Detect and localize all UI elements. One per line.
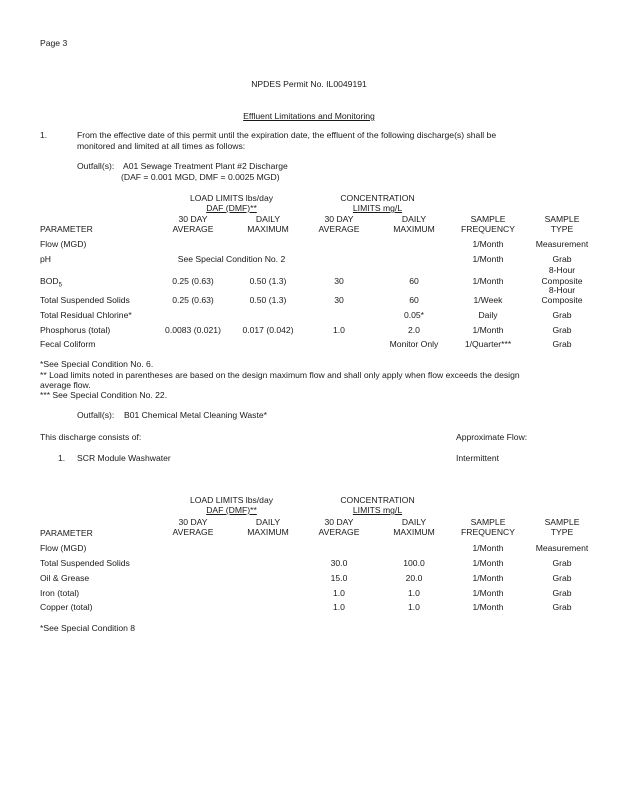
col-head-load-avg-2: AVERAGE xyxy=(172,527,214,537)
table-row xyxy=(0,339,618,353)
frequency-cell: 1/Month xyxy=(472,325,504,335)
table-row xyxy=(0,276,618,290)
parameter-cell: Total Suspended Solids xyxy=(40,558,130,568)
parameter-cell: pH xyxy=(40,254,51,264)
sample-type-cell: Grab xyxy=(552,588,572,598)
parameter-cell: Total Suspended Solids xyxy=(40,295,130,305)
conc-avg-cell: 1.0 xyxy=(333,588,345,598)
parameter-cell: Fecal Coliform xyxy=(40,339,96,349)
col-head-load-max-1: DAILY xyxy=(255,517,281,527)
frequency-cell: 1/Month xyxy=(472,239,504,249)
load-limits-subheader: DAF (DMF)** xyxy=(206,203,257,213)
col-head-conc-avg-2: AVERAGE xyxy=(318,224,360,234)
conc-avg-cell: 30 xyxy=(334,295,344,305)
col-head-conc-max-1: DAILY xyxy=(401,517,427,527)
item-number: 1. xyxy=(40,130,48,140)
load-max-cell: 0.017 (0.042) xyxy=(242,325,294,335)
conc-avg-cell: 1.0 xyxy=(333,325,345,335)
conc-avg-cell: 15.0 xyxy=(330,573,348,583)
frequency-cell: 1/Month xyxy=(472,588,504,598)
col-head-type-1: SAMPLE xyxy=(544,517,580,527)
load-max-cell: 0.50 (1.3) xyxy=(249,276,287,286)
col-head-load-max-2: MAXIMUM xyxy=(247,224,289,234)
col-head-type-2: TYPE xyxy=(550,527,574,537)
sample-type-cell: Grab xyxy=(552,558,572,568)
parameter-cell: Flow (MGD) xyxy=(40,543,87,553)
conc-max-cell: 1.0 xyxy=(408,602,420,612)
col-head-parameter: PARAMETER xyxy=(40,528,93,538)
col-head-conc-max-2: MAXIMUM xyxy=(393,527,435,537)
frequency-cell: 1/Month xyxy=(472,602,504,612)
col-head-freq-2: FREQUENCY xyxy=(461,527,515,537)
conc-max-cell: Monitor Only xyxy=(389,339,439,349)
load-max-cell: 0.50 (1.3) xyxy=(249,295,287,305)
table-row xyxy=(0,588,618,602)
table-row xyxy=(0,573,618,587)
frequency-cell: 1/Month xyxy=(472,573,504,583)
col-head-freq-1: SAMPLE xyxy=(470,214,506,224)
sample-type-cell-line-1: 8-Hour xyxy=(548,265,576,275)
outfall-1-flow: (DAF = 0.001 MGD, DMF = 0.0025 MGD) xyxy=(121,172,280,182)
concentration-subheader: LIMITS mg/L xyxy=(352,505,403,515)
conc-max-cell: 100.0 xyxy=(403,558,425,568)
footnote-2-line-2: average flow. xyxy=(40,380,91,390)
footnote-2-line-1: ** Load limits noted in parentheses are based on the design maximum flow and shall only apply when flow exceeds the design xyxy=(40,370,520,380)
col-head-conc-avg-1: 30 DAY xyxy=(324,517,354,527)
table-row xyxy=(0,254,618,268)
load-limits-subheader: DAF (DMF)** xyxy=(206,505,257,515)
permit-title: NPDES Permit No. IL0049191 xyxy=(251,79,367,89)
special-condition-cell: See Special Condition No. 2 xyxy=(177,254,286,264)
frequency-cell: 1/Month xyxy=(472,254,504,264)
col-head-conc-avg-1: 30 DAY xyxy=(324,214,354,224)
sample-type-cell: Grab xyxy=(552,602,572,612)
sample-type-cell: Grab xyxy=(552,325,572,335)
conc-avg-cell: 30.0 xyxy=(330,558,348,568)
conc-max-cell: 60 xyxy=(409,276,419,286)
sub-item-flow: Intermittent xyxy=(456,453,499,463)
col-head-freq-2: FREQUENCY xyxy=(461,224,515,234)
col-head-load-avg-1: 30 DAY xyxy=(178,214,208,224)
conc-max-cell: 2.0 xyxy=(408,325,420,335)
parameter-cell: Iron (total) xyxy=(40,588,80,598)
col-head-conc-max-2: MAXIMUM xyxy=(393,224,435,234)
parameter-cell: Flow (MGD) xyxy=(40,239,87,249)
sample-type-cell: Grab xyxy=(552,573,572,583)
col-head-conc-max-1: DAILY xyxy=(401,214,427,224)
parameter-cell: Oil & Grease xyxy=(40,573,90,583)
parameter-subscript: 5 xyxy=(58,282,62,289)
parameter-name: BOD xyxy=(40,276,59,286)
sub-item-number: 1. xyxy=(58,453,66,463)
col-head-conc-avg-2: AVERAGE xyxy=(318,527,360,537)
footnote-1: *See Special Condition No. 6. xyxy=(40,359,154,369)
frequency-cell: 1/Month xyxy=(472,543,504,553)
conc-avg-cell: 30 xyxy=(334,276,344,286)
sample-type-cell: Measurement xyxy=(535,239,589,249)
sample-type-cell: Grab xyxy=(552,339,572,349)
load-avg-cell: 0.25 (0.63) xyxy=(172,295,214,305)
load-avg-cell: 0.0083 (0.021) xyxy=(165,325,221,335)
outfall-2-name: B01 Chemical Metal Cleaning Waste* xyxy=(124,410,267,420)
frequency-cell: 1/Month xyxy=(472,276,504,286)
col-head-load-max-2: MAXIMUM xyxy=(247,527,289,537)
concentration-header: CONCENTRATION xyxy=(340,495,415,505)
table-row xyxy=(0,295,618,309)
table-row xyxy=(0,543,618,557)
table-row xyxy=(0,239,618,253)
load-avg-cell: 0.25 (0.63) xyxy=(172,276,214,286)
conc-max-cell: 20.0 xyxy=(405,573,423,583)
sample-type-cell: Grab xyxy=(552,310,572,320)
col-head-type-2: TYPE xyxy=(550,224,574,234)
frequency-cell: 1/Month xyxy=(472,558,504,568)
frequency-cell: Daily xyxy=(478,310,498,320)
consists-label: This discharge consists of: xyxy=(40,432,142,442)
table-row xyxy=(0,310,618,324)
table-row xyxy=(0,325,618,339)
conc-max-cell: 1.0 xyxy=(408,588,420,598)
sample-type-cell-line-1: 8-Hour xyxy=(548,285,576,295)
intro-line-1: From the effective date of this permit until the expiration date, the effluent of the following discharge(s) shall be xyxy=(77,130,497,140)
table-row xyxy=(0,558,618,572)
col-head-type-1: SAMPLE xyxy=(544,214,580,224)
load-limits-header: LOAD LIMITS lbs/day xyxy=(189,495,274,505)
footnote-4: *See Special Condition 8 xyxy=(40,623,136,633)
outfall-2-label: Outfall(s): xyxy=(77,410,115,420)
page-label: Page 3 xyxy=(40,38,68,48)
load-limits-header: LOAD LIMITS lbs/day xyxy=(189,193,274,203)
approx-flow-label: Approximate Flow: xyxy=(456,432,528,442)
conc-max-cell: 60 xyxy=(409,295,419,305)
conc-max-cell: 0.05* xyxy=(403,310,425,320)
frequency-cell: 1/Week xyxy=(473,295,503,305)
table-row xyxy=(0,602,618,616)
frequency-cell: 1/Quarter*** xyxy=(464,339,512,349)
sample-type-cell-line-2: Composite xyxy=(541,276,583,286)
parameter-cell: Total Residual Chlorine* xyxy=(40,310,132,320)
sample-type-cell: Grab xyxy=(552,254,572,264)
sample-type-cell: Measurement xyxy=(535,543,589,553)
section-title: Effluent Limitations and Monitoring xyxy=(243,111,375,121)
concentration-subheader: LIMITS mg/L xyxy=(352,203,403,213)
parameter-cell: Copper (total) xyxy=(40,602,93,612)
outfall-1-name: A01 Sewage Treatment Plant #2 Discharge xyxy=(123,161,288,171)
conc-avg-cell: 1.0 xyxy=(333,602,345,612)
col-head-load-avg-2: AVERAGE xyxy=(172,224,214,234)
col-head-parameter: PARAMETER xyxy=(40,224,93,234)
col-head-freq-1: SAMPLE xyxy=(470,517,506,527)
parameter-cell xyxy=(40,276,62,290)
intro-line-2: monitored and limited at all times as follows: xyxy=(77,141,246,151)
outfall-1-label: Outfall(s): xyxy=(77,161,115,171)
col-head-load-max-1: DAILY xyxy=(255,214,281,224)
parameter-cell: Phosphorus (total) xyxy=(40,325,111,335)
sample-type-cell-line-2: Composite xyxy=(541,295,583,305)
footnote-3: *** See Special Condition No. 22. xyxy=(40,390,168,400)
col-head-load-avg-1: 30 DAY xyxy=(178,517,208,527)
concentration-header: CONCENTRATION xyxy=(340,193,415,203)
sub-item-name: SCR Module Washwater xyxy=(77,453,171,463)
